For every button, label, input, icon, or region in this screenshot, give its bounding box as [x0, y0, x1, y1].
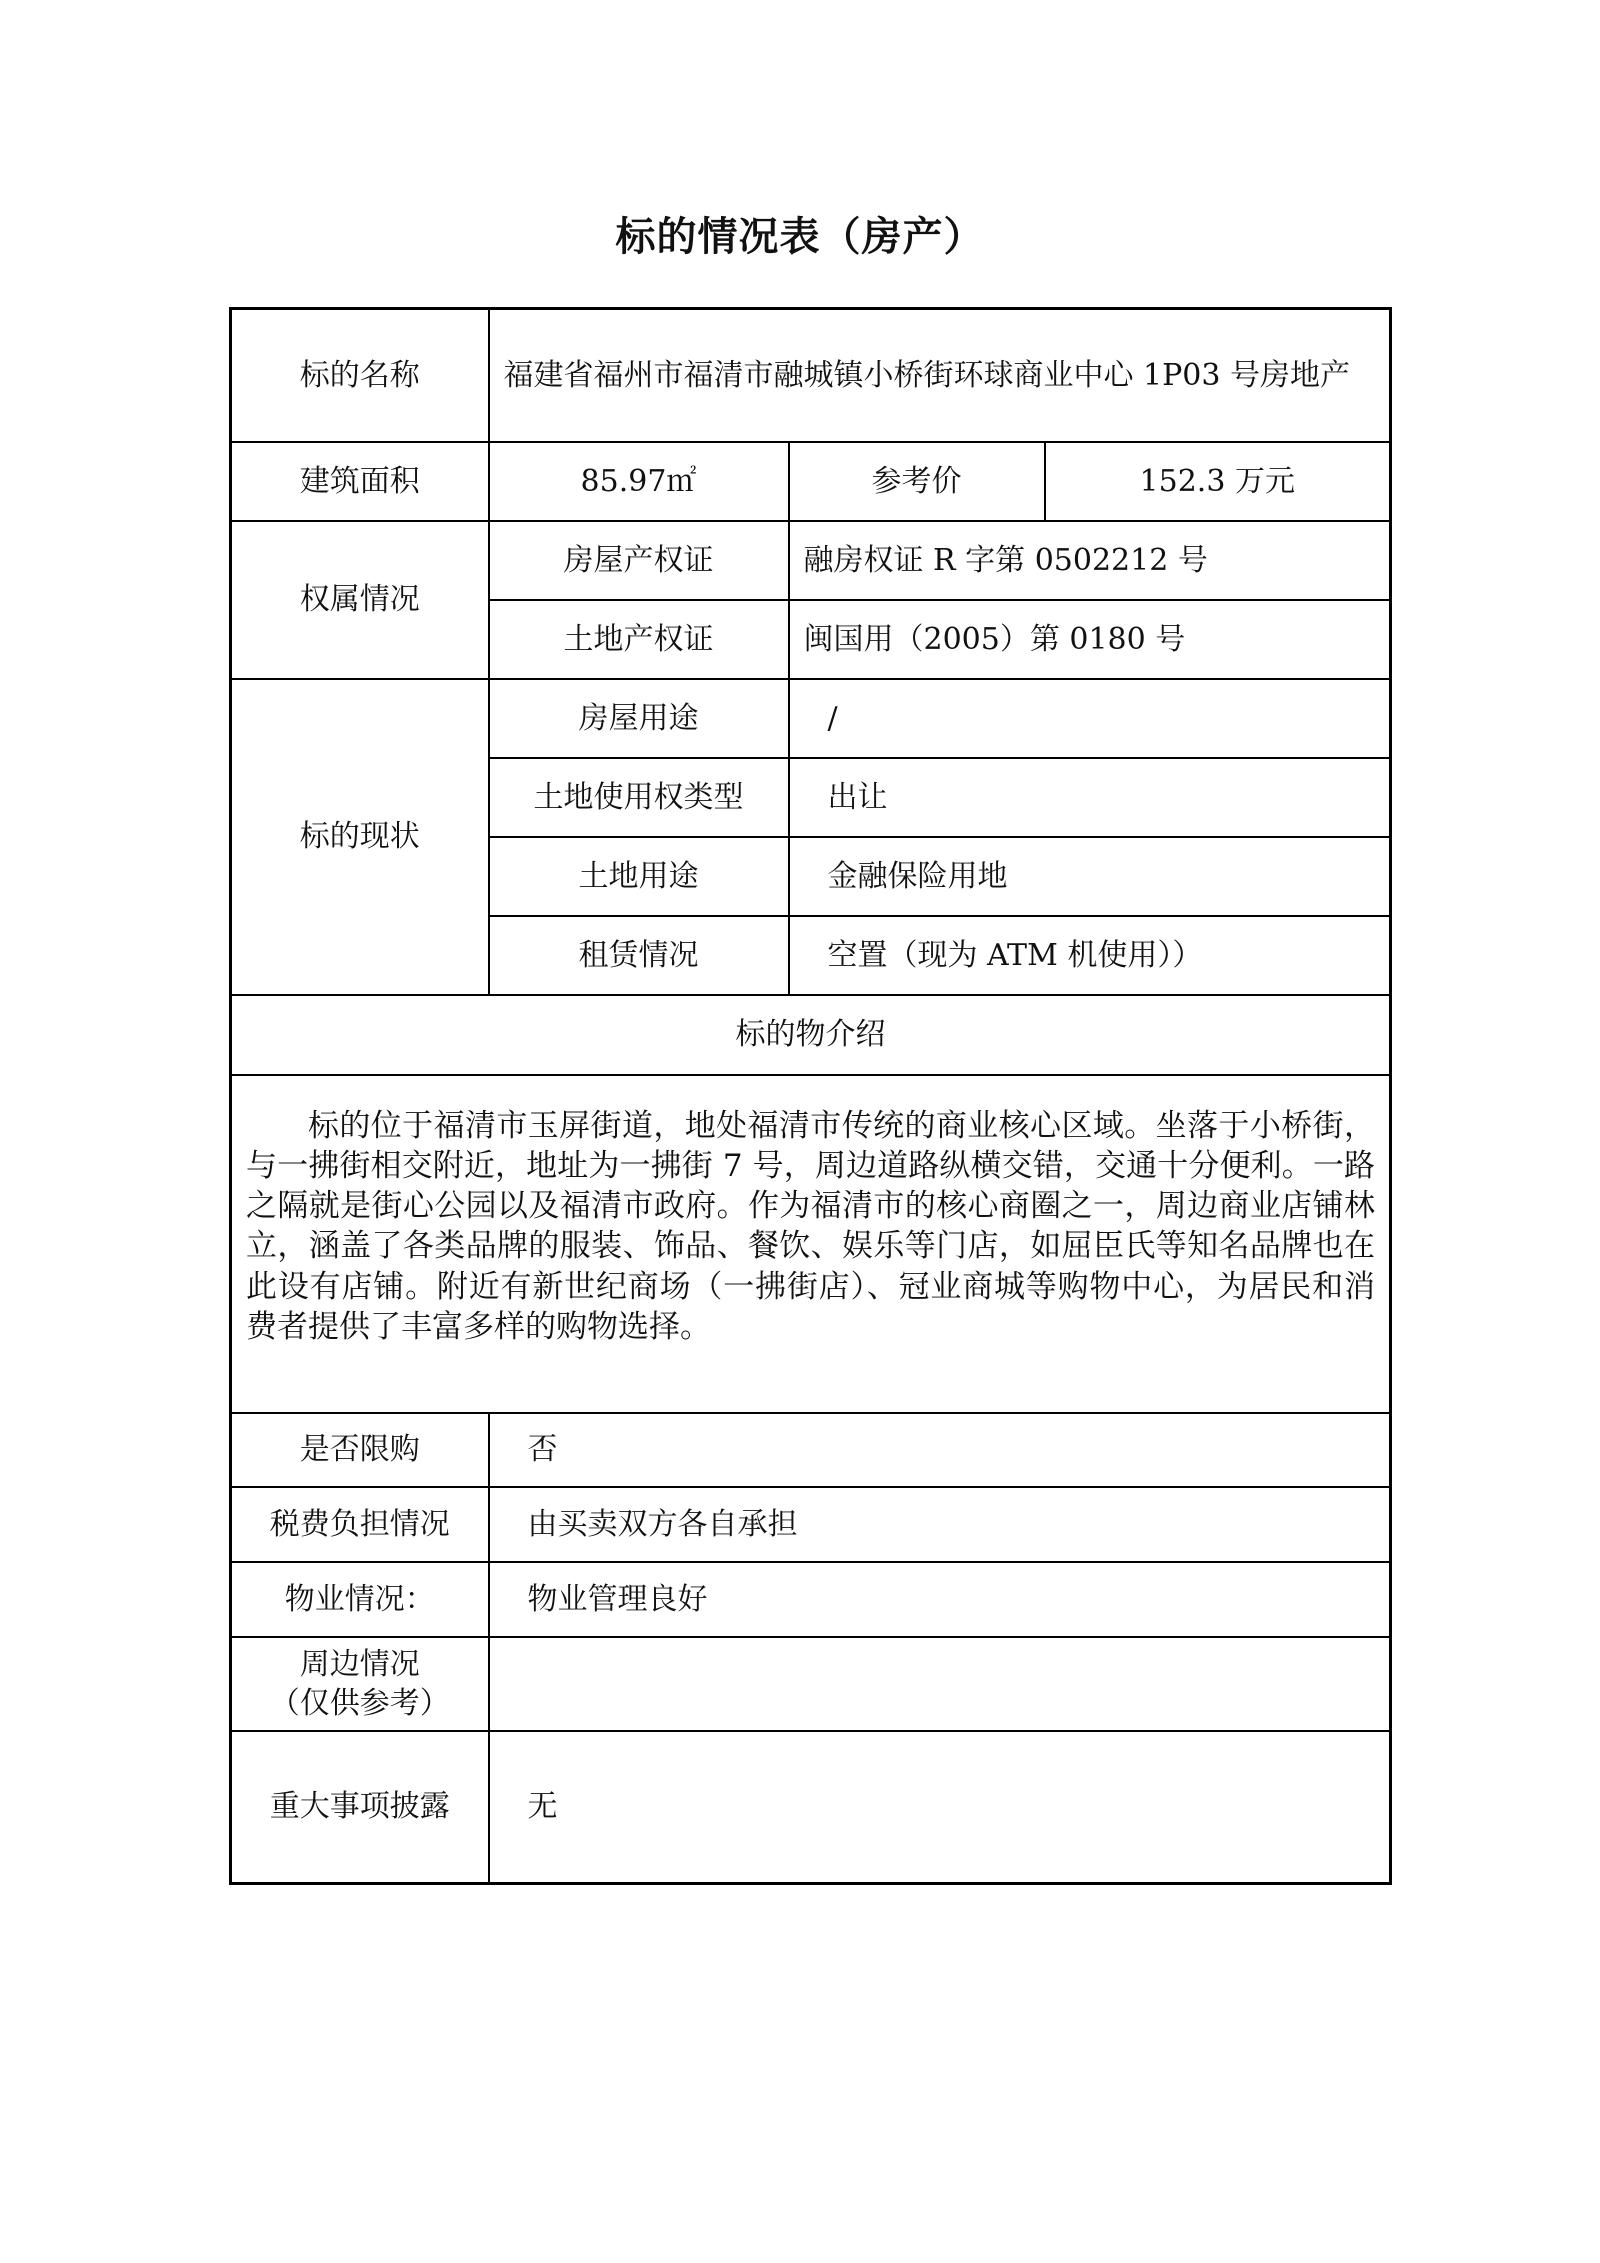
house-cert-label: 房屋产权证 — [489, 521, 789, 600]
status-label: 标的现状 — [231, 679, 489, 995]
table-row — [231, 521, 1391, 600]
table-row — [231, 1637, 1391, 1731]
table-row — [231, 442, 1391, 521]
disclosure-label: 重大事项披露 — [231, 1731, 489, 1884]
tax-label: 税费负担情况 — [231, 1487, 489, 1562]
table-row — [231, 1075, 1391, 1413]
surround-label-line1: 周边情况 — [299, 1646, 420, 1682]
table-row — [231, 1487, 1391, 1562]
name-label: 标的名称 — [231, 309, 489, 442]
area-value: 85.97㎡ — [489, 442, 789, 521]
property-label: 物业情况： — [231, 1562, 489, 1637]
restrict-value: 否 — [489, 1413, 1391, 1487]
ownership-label: 权属情况 — [231, 521, 489, 679]
tax-value: 由买卖双方各自承担 — [489, 1487, 1391, 1562]
table-row — [231, 679, 1391, 758]
land-right-label: 土地使用权类型 — [489, 758, 789, 837]
table-row — [231, 1731, 1391, 1884]
land-right-value: 出让 — [789, 758, 1391, 837]
land-cert-label: 土地产权证 — [489, 600, 789, 679]
table-row — [231, 995, 1391, 1075]
property-info-table — [229, 307, 1392, 1885]
page-title: 标的情况表（房产） — [615, 214, 985, 260]
table-row — [231, 309, 1391, 442]
disclosure-value: 无 — [489, 1731, 1391, 1884]
land-use-label: 土地用途 — [489, 837, 789, 916]
table-row — [231, 1413, 1391, 1487]
intro-text: 标的位于福清市玉屏街道，地处福清市传统的商业核心区域。坐落于小桥街，与一拂街相交附近，地址为一拂街 7 号，周边道路纵横交错，交通十分便利。一路之隔就是街心公园以及福清市政府。作为福清市的核心商圈之一，周边商业店铺林立，涵盖了各类品牌的服装、饰品、餐饮、娱乐等门店，如屈臣氏等知名品牌也在此设有店铺。附近有新世纪商场（一拂街店）、冠业商城等购物中心，为居民和消费者提供了丰富多样的购物选择。 — [246, 1107, 1375, 1345]
surround-label-line2: （仅供参考） — [269, 1685, 450, 1721]
lease-label: 租赁情况 — [489, 916, 789, 995]
land-use-value: 金融保险用地 — [789, 837, 1391, 916]
name-value: 福建省福州市福清市融城镇小桥街环球商业中心 1P03 号房地产 — [489, 309, 1391, 442]
property-value: 物业管理良好 — [489, 1562, 1391, 1637]
table-row — [231, 1562, 1391, 1637]
intro-cell — [231, 1075, 1391, 1413]
house-use-value: / — [789, 679, 1391, 758]
surround-value — [489, 1637, 1391, 1731]
price-label: 参考价 — [789, 442, 1045, 521]
intro-header: 标的物介绍 — [231, 995, 1391, 1075]
house-cert-value: 融房权证 R 字第 0502212 号 — [789, 521, 1391, 600]
land-cert-value: 闽国用（2005）第 0180 号 — [789, 600, 1391, 679]
restrict-label: 是否限购 — [231, 1413, 489, 1487]
house-use-label: 房屋用途 — [489, 679, 789, 758]
area-label: 建筑面积 — [231, 442, 489, 521]
price-value: 152.3 万元 — [1045, 442, 1391, 521]
surround-label — [231, 1637, 489, 1731]
lease-value: 空置（现为 ATM 机使用）） — [789, 916, 1391, 995]
